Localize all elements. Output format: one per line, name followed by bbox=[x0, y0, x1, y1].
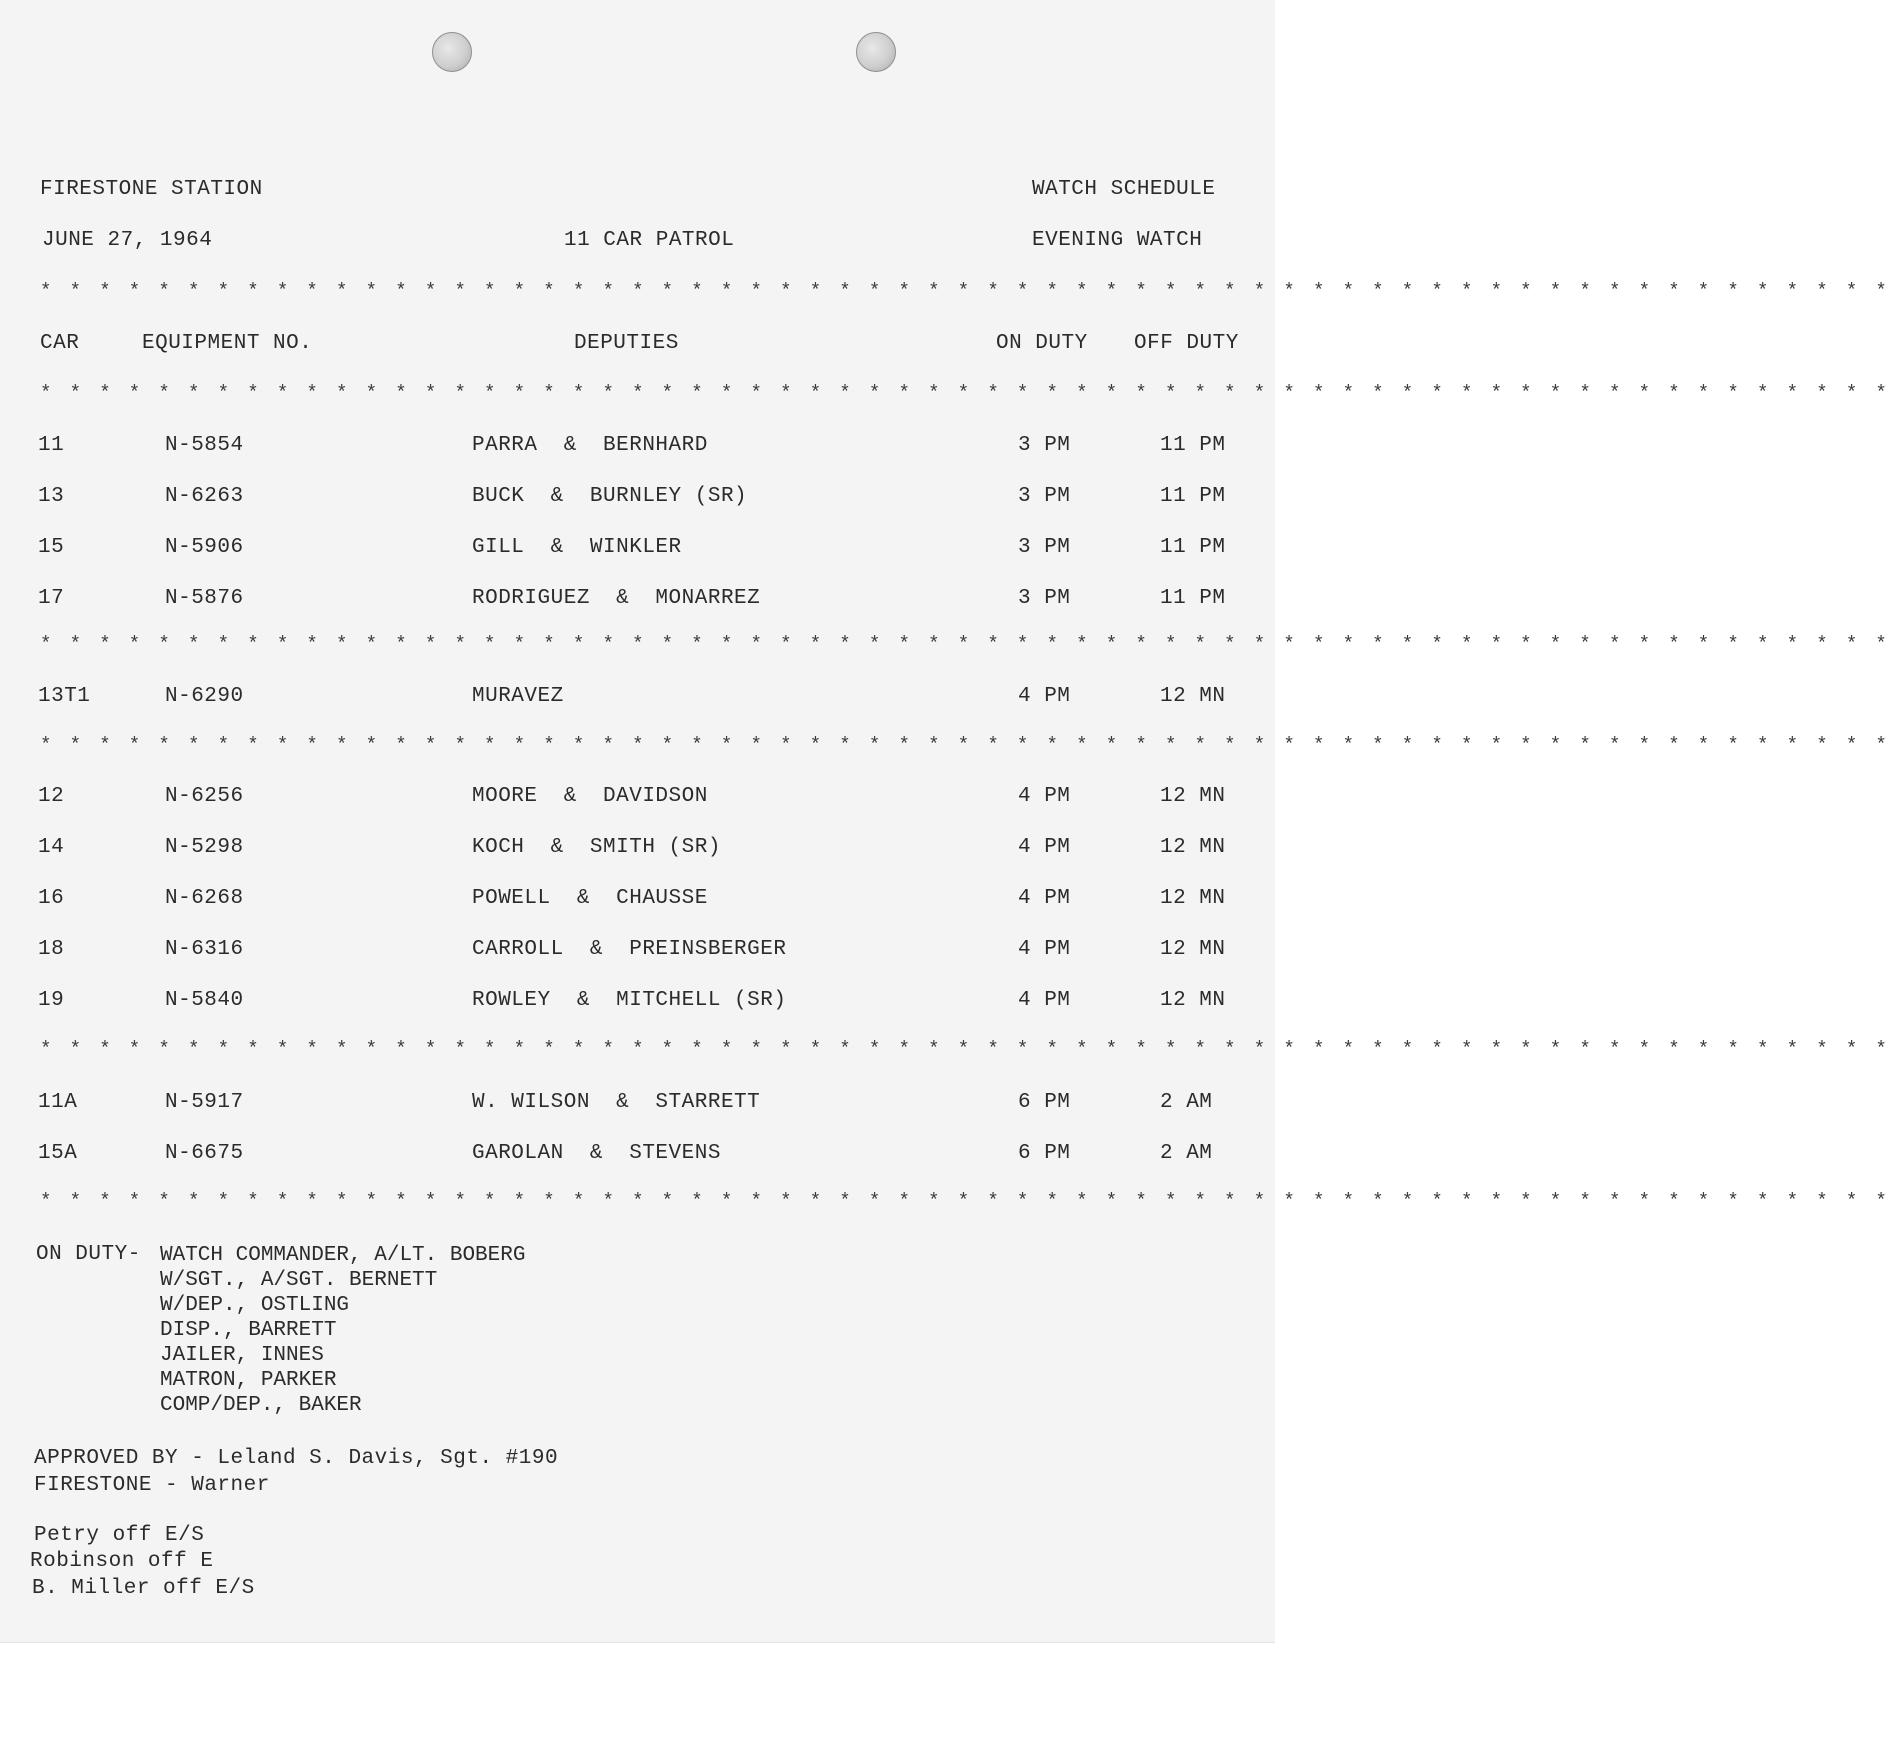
table-row bbox=[0, 785, 1275, 815]
table-row bbox=[0, 938, 1275, 968]
equipment-number: N-6290 bbox=[165, 685, 244, 708]
deputies: KOCH & SMITH (SR) bbox=[472, 836, 721, 859]
deputies: W. WILSON & STARRETT bbox=[472, 1091, 761, 1114]
equipment-number: N-6316 bbox=[165, 938, 244, 961]
off-duty-time: 2 AM bbox=[1160, 1091, 1213, 1114]
car-number: 17 bbox=[38, 587, 65, 610]
equipment-number: N-5917 bbox=[165, 1091, 244, 1114]
equipment-number: N-5906 bbox=[165, 536, 244, 559]
col-header-deputies: DEPUTIES bbox=[574, 332, 679, 355]
station-name: FIRESTONE STATION bbox=[40, 178, 263, 201]
off-duty-time: 12 MN bbox=[1160, 938, 1226, 961]
table-row bbox=[0, 434, 1275, 464]
schedule-type: WATCH SCHEDULE bbox=[1032, 178, 1216, 201]
deputies: RODRIGUEZ & MONARREZ bbox=[472, 587, 761, 610]
off-duty-time: 11 PM bbox=[1160, 536, 1226, 559]
off-duty-time: 12 MN bbox=[1160, 836, 1226, 859]
car-number: 18 bbox=[38, 938, 65, 961]
deputies: PARRA & BERNHARD bbox=[472, 434, 708, 457]
note-line: B. Miller off E/S bbox=[32, 1577, 255, 1600]
car-number: 13 bbox=[38, 485, 65, 508]
on-duty-time: 3 PM bbox=[1018, 587, 1071, 610]
equipment-number: N-6675 bbox=[165, 1142, 244, 1165]
off-duty-time: 11 PM bbox=[1160, 587, 1226, 610]
off-duty-time: 11 PM bbox=[1160, 434, 1226, 457]
equipment-number: N-6263 bbox=[165, 485, 244, 508]
on-duty-time: 3 PM bbox=[1018, 536, 1071, 559]
table-row bbox=[0, 989, 1275, 1019]
on-duty-time: 3 PM bbox=[1018, 485, 1071, 508]
deputies: MOORE & DAVIDSON bbox=[472, 785, 708, 808]
table-row bbox=[0, 887, 1275, 917]
list-item: WATCH COMMANDER, A/LT. BOBERG bbox=[160, 1244, 526, 1267]
on-duty-time: 4 PM bbox=[1018, 785, 1071, 808]
car-number: 19 bbox=[38, 989, 65, 1012]
separator-4: * * * * * * * * * * * * * * * * * * * * * * * * * * * * * * * * * * * * * * * * * * * * * * * * * * * * * * * * * * * * * * * bbox=[40, 734, 1890, 756]
deputies: ROWLEY & MITCHELL (SR) bbox=[472, 989, 787, 1012]
on-duty-time: 4 PM bbox=[1018, 989, 1071, 1012]
on-duty-time: 4 PM bbox=[1018, 938, 1071, 961]
deputies: POWELL & CHAUSSE bbox=[472, 887, 708, 910]
table-row bbox=[0, 1091, 1275, 1121]
col-header-equipment: EQUIPMENT NO. bbox=[142, 332, 313, 355]
deputies: MURAVEZ bbox=[472, 685, 564, 708]
schedule-date: JUNE 27, 1964 bbox=[42, 229, 213, 252]
note-line: Petry off E/S bbox=[34, 1524, 205, 1547]
note-line: Robinson off E bbox=[30, 1550, 214, 1573]
col-header-on-duty: ON DUTY bbox=[996, 332, 1088, 355]
equipment-number: N-6256 bbox=[165, 785, 244, 808]
on-duty-time: 4 PM bbox=[1018, 685, 1071, 708]
list-item: DISP., BARRETT bbox=[160, 1319, 337, 1342]
off-duty-time: 11 PM bbox=[1160, 485, 1226, 508]
off-duty-time: 12 MN bbox=[1160, 785, 1226, 808]
off-duty-time: 12 MN bbox=[1160, 685, 1226, 708]
car-number: 11A bbox=[38, 1091, 78, 1114]
list-item: MATRON, PARKER bbox=[160, 1369, 337, 1392]
on-duty-time: 6 PM bbox=[1018, 1091, 1071, 1114]
on-duty-time: 4 PM bbox=[1018, 887, 1071, 910]
equipment-number: N-5876 bbox=[165, 587, 244, 610]
patrol-title: 11 CAR PATROL bbox=[564, 229, 735, 252]
on-duty-time: 3 PM bbox=[1018, 434, 1071, 457]
equipment-number: N-5840 bbox=[165, 989, 244, 1012]
separator-6: * * * * * * * * * * * * * * * * * * * * * * * * * * * * * * * * * * * * * * * * * * * * * * * * * * * * * * * * * * * * * * * bbox=[40, 1190, 1890, 1212]
col-header-off-duty: OFF DUTY bbox=[1134, 332, 1239, 355]
separator-5: * * * * * * * * * * * * * * * * * * * * * * * * * * * * * * * * * * * * * * * * * * * * * * * * * * * * * * * * * * * * * * * bbox=[40, 1038, 1890, 1060]
equipment-number: N-6268 bbox=[165, 887, 244, 910]
car-number: 11 bbox=[38, 434, 65, 457]
separator-1: * * * * * * * * * * * * * * * * * * * * * * * * * * * * * * * * * * * * * * * * * * * * * * * * * * * * * * * * * * * * * * * bbox=[40, 280, 1890, 302]
list-item: COMP/DEP., BAKER bbox=[160, 1394, 362, 1417]
approved-by: APPROVED BY - Leland S. Davis, Sgt. #190 bbox=[34, 1447, 559, 1470]
table-row bbox=[0, 536, 1275, 566]
watch-name: EVENING WATCH bbox=[1032, 229, 1203, 252]
deputies: GILL & WINKLER bbox=[472, 536, 682, 559]
off-duty-time: 12 MN bbox=[1160, 989, 1226, 1012]
table-row bbox=[0, 685, 1275, 715]
list-item: W/DEP., OSTLING bbox=[160, 1294, 350, 1317]
punch-hole-right bbox=[856, 32, 896, 72]
deputies: CARROLL & PREINSBERGER bbox=[472, 938, 787, 961]
col-header-car: CAR bbox=[40, 332, 80, 355]
list-item: W/SGT., A/SGT. BERNETT bbox=[160, 1269, 438, 1292]
on-duty-label: ON DUTY- bbox=[36, 1243, 141, 1266]
off-duty-time: 12 MN bbox=[1160, 887, 1226, 910]
equipment-number: N-5854 bbox=[165, 434, 244, 457]
car-number: 16 bbox=[38, 887, 65, 910]
on-duty-list bbox=[160, 1243, 525, 1418]
deputies: BUCK & BURNLEY (SR) bbox=[472, 485, 748, 508]
firestone-approval: FIRESTONE - Warner bbox=[34, 1474, 270, 1497]
separator-3: * * * * * * * * * * * * * * * * * * * * * * * * * * * * * * * * * * * * * * * * * * * * * * * * * * * * * * * * * * * * * * * bbox=[40, 633, 1890, 655]
on-duty-time: 6 PM bbox=[1018, 1142, 1071, 1165]
car-number: 15 bbox=[38, 536, 65, 559]
table-row bbox=[0, 485, 1275, 515]
list-item: JAILER, INNES bbox=[160, 1344, 324, 1367]
separator-2: * * * * * * * * * * * * * * * * * * * * * * * * * * * * * * * * * * * * * * * * * * * * * * * * * * * * * * * * * * * * * * * bbox=[40, 382, 1890, 404]
car-number: 15A bbox=[38, 1142, 78, 1165]
table-row bbox=[0, 836, 1275, 866]
car-number: 14 bbox=[38, 836, 65, 859]
car-number: 13T1 bbox=[38, 685, 91, 708]
off-duty-time: 2 AM bbox=[1160, 1142, 1213, 1165]
punch-hole-left bbox=[432, 32, 472, 72]
car-number: 12 bbox=[38, 785, 65, 808]
deputies: GAROLAN & STEVENS bbox=[472, 1142, 721, 1165]
table-row bbox=[0, 587, 1275, 617]
equipment-number: N-5298 bbox=[165, 836, 244, 859]
table-row bbox=[0, 1142, 1275, 1172]
on-duty-time: 4 PM bbox=[1018, 836, 1071, 859]
